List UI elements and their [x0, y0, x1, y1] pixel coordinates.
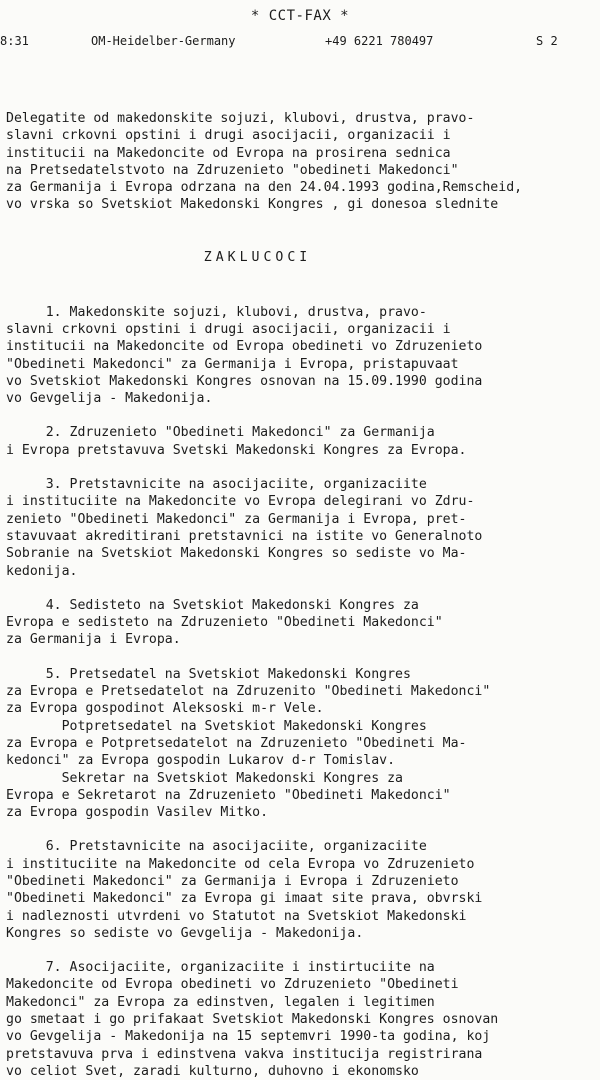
- text-line: 2. Zdruzenieto "Obedineti Makedonci" za Germanija: [6, 425, 435, 441]
- text-line: "Obedineti Makedonci" za Evropa gi imaat site prava, obvrski: [6, 891, 483, 907]
- text-line: za Germanija i Evropa odrzana na den 24.04.1993 godina,Remscheid,: [6, 180, 523, 196]
- text-line: Sekretar na Svetskiot Makedonski Kongres za: [6, 770, 403, 786]
- text-line: vo Gevgelija - Makedonija.: [6, 391, 213, 407]
- text-line: za Germanija i Evropa.: [6, 632, 181, 648]
- text-line: vo Gevgelija - Makedonija na 15 septemvri 1990-ta godina, koj: [6, 1029, 491, 1045]
- text-line: slavni crkovni opstini i drugi asocijacii, organizacii i: [6, 321, 451, 337]
- text-line: 6. Pretstavnicite na asocijaciite, organizaciite: [6, 839, 427, 855]
- text-line: Potpretsedatel na Svetskiot Makedonski Kongres: [6, 718, 427, 734]
- section-heading: [6, 232, 596, 284]
- point-3: [6, 476, 596, 580]
- fax-time: 8:31: [0, 34, 29, 48]
- fax-page-number: S 2: [536, 34, 558, 48]
- text-line: stavuvaat akreditirani pretstavnici na istite vo Generalnoto: [6, 528, 483, 544]
- text-line: na Pretsedatelstvoto na Zdruzenieto "obedineti Makedonci": [6, 162, 459, 178]
- fax-banner: * CCT-FAX *: [250, 8, 350, 24]
- text-line: Delegatite od makedonskite sojuzi, klubovi, drustva, pravo-: [6, 111, 475, 126]
- text-line: za Evropa gospodin Vasilev Mitko.: [6, 805, 269, 821]
- text-line: i instituciite na Makedoncite od cela Evropa vo Zdruzenieto: [6, 856, 475, 872]
- text-line: 7. Asocijaciite, organizaciite i instirtuciite na: [6, 960, 435, 976]
- text-line: Evropa e Sekretarot na Zdruzenieto "Obedineti Makedonci": [6, 787, 451, 803]
- point-5: [6, 666, 596, 822]
- text-line: Kongres so sediste vo Gevgelija - Makedonija.: [6, 925, 364, 941]
- text-line: 4. Sedisteto na Svetskiot Makedonski Kongres za: [6, 597, 419, 613]
- text-line: Makedoncite od Evropa obedineti vo Zdruzenieto "Obedineti: [6, 977, 459, 993]
- text-line: kedonija.: [6, 563, 78, 579]
- fax-transmission-header: [0, 34, 600, 54]
- text-line: vo celiot Svet, zaradi kulturno, duhovno i ekonomsko: [6, 1063, 419, 1079]
- text-line: "Obedineti Makedonci" za Germanija i Evropa i Zdruzenieto: [6, 873, 459, 889]
- text-line: i instituciite na Makedoncite vo Evropa delegirani vo Zdru-: [6, 494, 475, 510]
- text-line: go smetaat i go prifakaat Svetskiot Makedonski Kongres osnovan: [6, 1012, 499, 1028]
- text-line: 1. Makedonskite sojuzi, klubovi, drustva, pravo-: [6, 304, 427, 320]
- text-line: za Evropa e Potpretsedatelot na Zdruzenieto "Obedineti Ma-: [6, 735, 467, 751]
- text-line: vo vrska so Svetskiot Makedonski Kongres , gi donesoa slednite: [6, 197, 499, 213]
- text-line: institucii na Makedoncite od Evropa na prosirena sednica: [6, 145, 451, 161]
- heading-text: ZAKLUCOCI: [203, 250, 312, 266]
- text-line: "Obedineti Makedonci" za Germanija i Evropa, pristapuvaat: [6, 356, 459, 372]
- point-7: [6, 959, 596, 1080]
- document-body: [6, 110, 596, 1080]
- point-6: [6, 838, 596, 942]
- fax-sender: OM-Heidelber-Germany: [91, 34, 236, 48]
- text-line: kedonci" za Evropa gospodin Lukarov d-r Tomislav.: [6, 753, 396, 769]
- text-line: pretstavuva prva i edinstvena vakva institucija registrirana: [6, 1046, 483, 1062]
- point-4: [6, 597, 596, 649]
- point-1: [6, 304, 596, 408]
- text-line: vo Svetskiot Makedonski Kongres osnovan na 15.09.1990 godina: [6, 373, 483, 389]
- text-line: Evropa e sedisteto na Zdruzenieto "Obedineti Makedonci": [6, 615, 443, 631]
- text-line: za Evropa gospodinot Aleksoski m-r Vele.: [6, 701, 324, 717]
- text-line: i nadleznosti utvrdeni vo Statutot na Svetskiot Makedonski: [6, 908, 467, 924]
- text-line: slavni crkovni opstini i drugi asocijacii, organizacii i: [6, 128, 451, 144]
- text-line: zenieto "Obedineti Makedonci" za Germanija i Evropa, pret-: [6, 511, 467, 527]
- text-line: za Evropa e Pretsedatelot na Zdruzenito "Obedineti Makedonci": [6, 684, 491, 700]
- intro-paragraph: [6, 110, 596, 214]
- text-line: Sobranie na Svetskiot Makedonski Kongres so sediste vo Ma-: [6, 546, 467, 562]
- text-line: i Evropa pretstavuva Svetski Makedonski Kongres za Evropa.: [6, 442, 467, 458]
- point-2: [6, 424, 596, 459]
- text-line: 3. Pretstavnicite na asocijaciite, organizaciite: [6, 477, 427, 493]
- fax-phone-number: +49 6221 780497: [325, 34, 434, 48]
- text-line: 5. Pretsedatel na Svetskiot Makedonski Kongres: [6, 666, 411, 682]
- text-line: institucii na Makedoncite od Evropa obedineti vo Zdruzenieto: [6, 339, 483, 355]
- text-line: Makedonci" za Evropa za edinstven, legalen i legitimen: [6, 994, 435, 1010]
